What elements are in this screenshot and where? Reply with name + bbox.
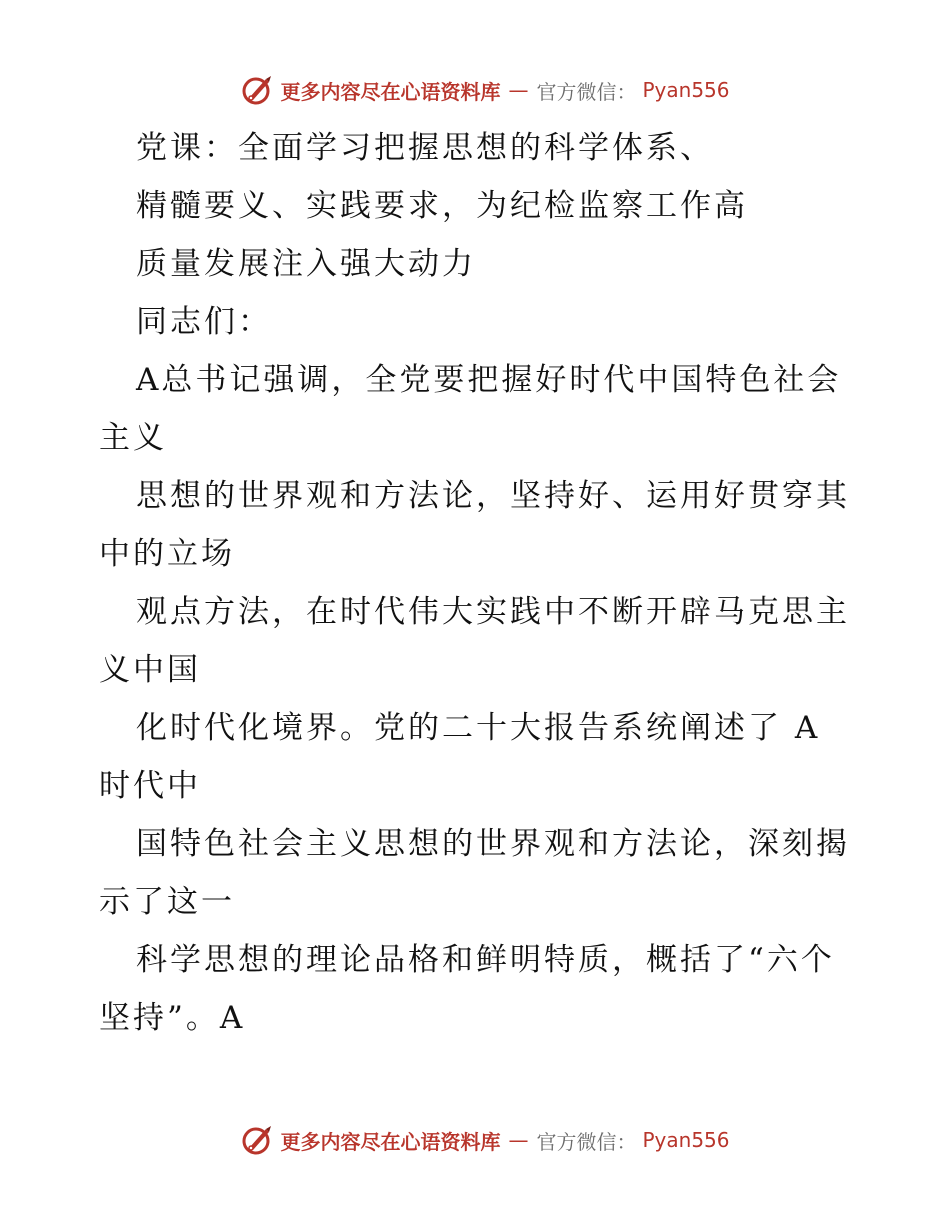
paragraph-line: 观点方法，在时代伟大实践中不断开辟马克思主 (136, 594, 850, 630)
paragraph-line: 坚持”。A (99, 1000, 246, 1036)
paragraph-line: 思想的世界观和方法论，坚持好、运用好贯穿其 (136, 478, 850, 514)
quill-logo-icon (240, 1123, 274, 1157)
watermark-contact-id: Pyan556 (642, 78, 730, 102)
watermark-contact-label: 官方微信： (536, 1129, 637, 1154)
paragraph-line: 国特色社会主义思想的世界观和方法论，深刻揭 (136, 826, 850, 862)
paragraph-line: 时代中 (99, 768, 201, 804)
paragraph-line: 中的立场 (99, 536, 235, 572)
watermark-dash: — (508, 1128, 529, 1152)
paragraph-line: 示了这一 (99, 884, 235, 920)
footer-watermark (0, 1120, 950, 1160)
paragraph-line: A总书记强调，全党要把握好时代中国特色社会 (136, 362, 842, 398)
title-line-2: 精髓要义、实践要求，为纪检监察工作高 (136, 188, 748, 224)
watermark-text: 更多内容尽在心语资料库 (280, 79, 501, 104)
watermark-text: 更多内容尽在心语资料库 (280, 1129, 501, 1154)
watermark-dash: — (508, 78, 529, 102)
paragraph-line: 科学思想的理论品格和鲜明特质，概括了“六个 (136, 942, 835, 978)
paragraph-line: 化时代化境界。党的二十大报告系统阐述了 A (136, 710, 821, 746)
quill-logo-icon (240, 73, 274, 107)
watermark-contact-id: Pyan556 (642, 1128, 730, 1152)
watermark-contact-label: 官方微信： (536, 79, 637, 104)
paragraph-line: 主义 (99, 420, 167, 456)
title-line-3: 质量发展注入强大动力 (136, 246, 476, 282)
title-line-1: 党课：全面学习把握思想的科学体系、 (136, 130, 714, 166)
paragraph-line: 义中国 (99, 652, 201, 688)
watermark-group (240, 1123, 729, 1157)
header-watermark (0, 70, 950, 110)
watermark-group (240, 73, 729, 107)
salutation: 同志们： (136, 304, 272, 340)
